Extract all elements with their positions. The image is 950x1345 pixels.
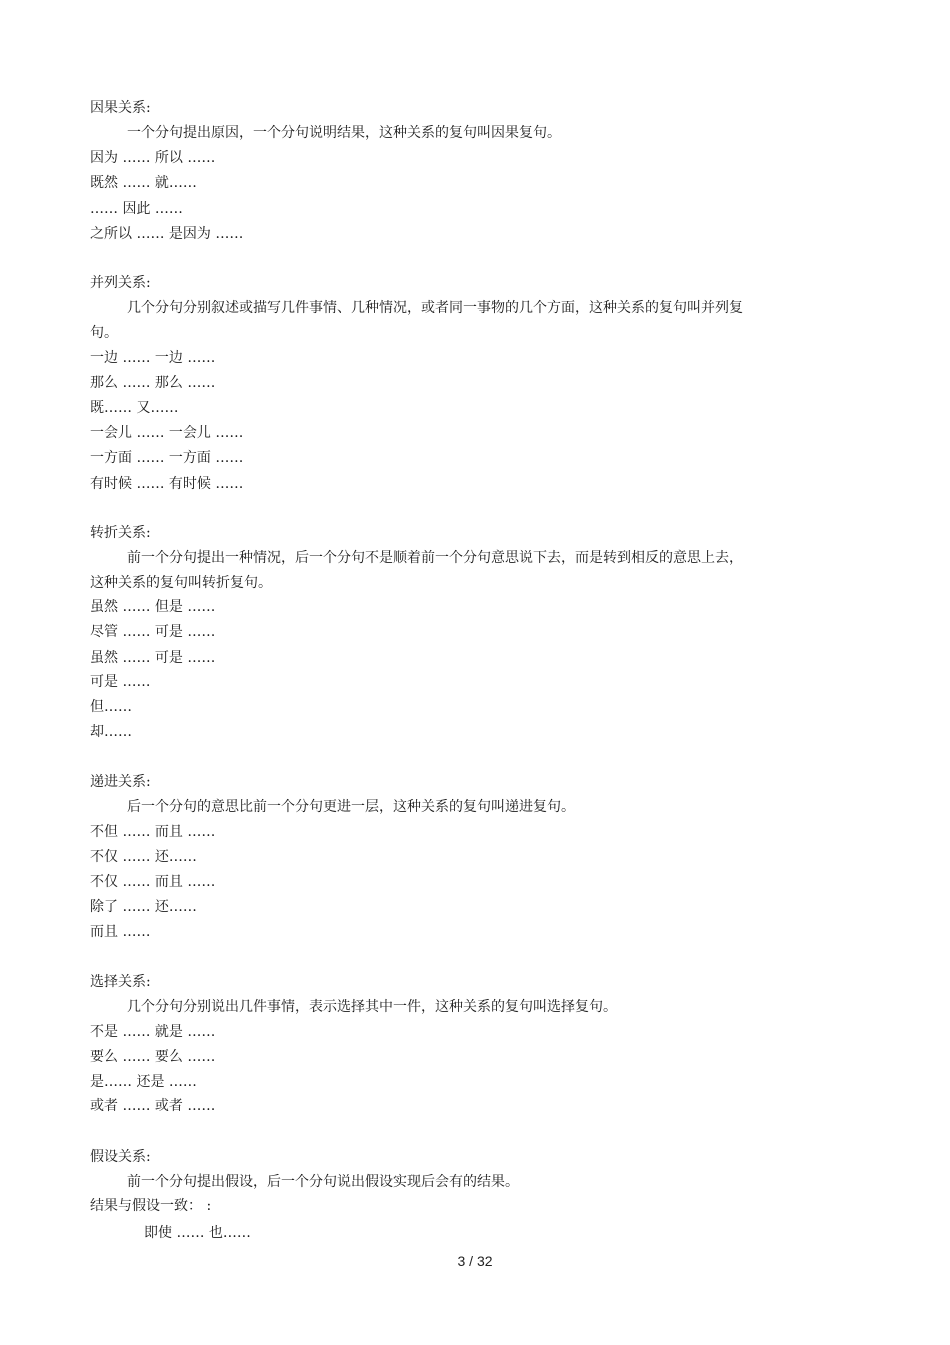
section-title-turn: 转折关系:: [90, 525, 151, 541]
pattern-item: 却……: [90, 724, 132, 740]
section-desc-parallel-line2: 句。: [90, 325, 118, 341]
pattern-item: 既然 …… 就……: [90, 175, 197, 191]
pattern-item: …… 因此 ……: [90, 201, 183, 217]
pattern-item: 因为 …… 所以 ……: [90, 150, 216, 166]
section-title-choice: 选择关系:: [90, 974, 151, 990]
pattern-item: 不仅 …… 还……: [90, 849, 197, 865]
hypothesis-sub-label: 结果与假设一致： :: [90, 1198, 212, 1214]
section-desc-turn-line1: 前一个分句提出一种情况，后一个分句不是顺着前一个分句意思说下去，而是转到相反的意思上去，: [127, 550, 743, 566]
pattern-item: 可是 ……: [90, 674, 151, 690]
section-desc-choice: 几个分句分别说出几件事情，表示选择其中一件，这种关系的复句叫选择复句。: [127, 999, 617, 1015]
section-title-hypothesis: 假设关系:: [90, 1149, 151, 1165]
pattern-item: 那么 …… 那么 ……: [90, 375, 216, 391]
pattern-item: 不仅 …… 而且 ……: [90, 874, 216, 890]
pattern-item: 一边 …… 一边 ……: [90, 350, 216, 366]
pattern-item: 或者 …… 或者 ……: [90, 1098, 216, 1114]
section-title-cause: 因果关系:: [90, 100, 151, 116]
pattern-item: 尽管 …… 可是 ……: [90, 624, 216, 640]
section-desc-progressive: 后一个分句的意思比前一个分句更进一层，这种关系的复句叫递进复句。: [127, 799, 575, 815]
section-desc-cause: 一个分句提出原因，一个分句说明结果，这种关系的复句叫因果复句。: [127, 125, 561, 141]
section-title-parallel: 并列关系:: [90, 275, 151, 291]
pattern-item: 一方面 …… 一方面 ……: [90, 450, 244, 466]
pattern-item: 是…… 还是 ……: [90, 1074, 197, 1090]
pattern-item: 即使 …… 也……: [144, 1225, 251, 1241]
pattern-item: 除了 …… 还……: [90, 899, 197, 915]
pattern-item: 但……: [90, 699, 132, 715]
pattern-item: 不是 …… 就是 ……: [90, 1024, 216, 1040]
pattern-item: 要么 …… 要么 ……: [90, 1049, 216, 1065]
pattern-item: 不但 …… 而且 ……: [90, 824, 216, 840]
section-desc-turn-line2: 这种关系的复句叫转折复句。: [90, 575, 272, 591]
section-desc-parallel-line1: 几个分句分别叙述或描写几件事情、几种情况，或者同一事物的几个方面，这种关系的复句叫并列复: [127, 300, 743, 316]
pattern-item: 虽然 …… 可是 ……: [90, 650, 216, 666]
section-desc-hypothesis: 前一个分句提出假设，后一个分句说出假设实现后会有的结果。: [127, 1174, 519, 1190]
pattern-item: 一会儿 …… 一会儿 ……: [90, 425, 244, 441]
page-number: 3 / 32: [457, 1253, 493, 1269]
pattern-item: 有时候 …… 有时候 ……: [90, 476, 244, 492]
pattern-item: 虽然 …… 但是 ……: [90, 599, 216, 615]
pattern-item: 而且 ……: [90, 924, 151, 940]
pattern-item: 既…… 又……: [90, 400, 179, 416]
pattern-item: 之所以 …… 是因为 ……: [90, 226, 244, 242]
section-title-progressive: 递进关系:: [90, 774, 151, 790]
